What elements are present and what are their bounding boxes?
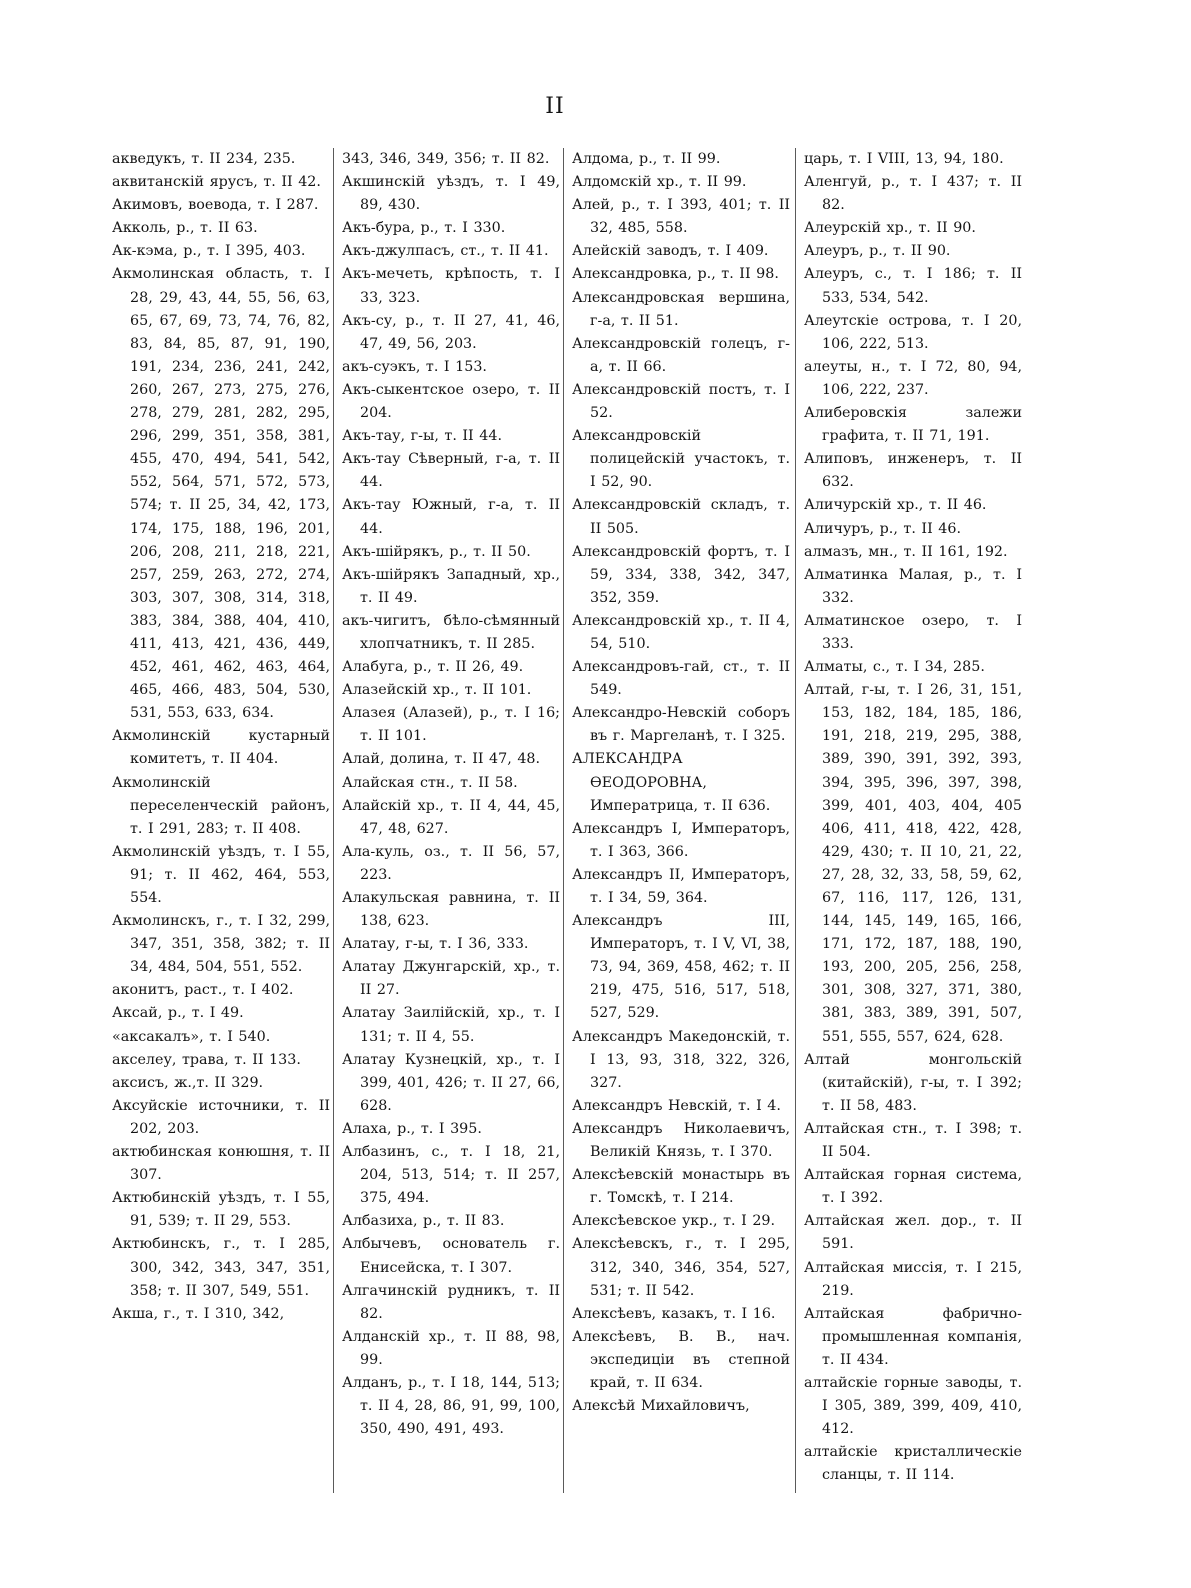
index-entry: Акшинскій уѣздъ, т. I 49, 89, 430. [342, 174, 560, 214]
index-entry: Алазея (Алазей), р., т. I 16; т. II 101. [342, 705, 560, 745]
index-entry: Акмолинскій переселенческій районъ, т. I 291, 283; т. II 408. [112, 774, 330, 837]
index-entry: аксисъ, ж.,т. II 329. [112, 1074, 264, 1091]
index-entry: Алакульская равнина, т. II 138, 623. [342, 890, 560, 930]
index-entry: Александровскій голецъ, г-а, т. II 66. [572, 335, 790, 375]
index-entry: Албазиха, р., т. II 83. [342, 1213, 505, 1230]
index-entry: Александровскій полицейскій участокъ, т. I 52, 90. [572, 428, 790, 491]
index-entry: Аксай, р., т. I 49. [112, 1005, 244, 1022]
index-entry: Акъ-шійрякъ, р., т. II 50. [342, 543, 531, 560]
index-entry: Алматинское озеро, т. I 333. [804, 612, 1022, 652]
index-entry: акъ-суэкъ, т. I 153. [342, 358, 487, 375]
index-entry: Алиповъ, инженеръ, т. II 632. [804, 451, 1022, 491]
index-entry: Алексѣевъ, казакъ, т. I 16. [572, 1305, 776, 1322]
index-entry: Акъ-тау Сѣверный, г-а, т. II 44. [342, 451, 560, 491]
index-entry: Алгачинскій рудникъ, т. II 82. [342, 1282, 560, 1322]
index-entry: Александръ Македонскій, т. I 13, 93, 318, 322, 326, 327. [572, 1028, 790, 1091]
index-entry: Алтайская фабрично-промышленная компанія, т. II 434. [804, 1305, 1022, 1368]
index-entry: Александровскій постъ, т. I 52. [572, 381, 790, 422]
index-entry: Акъ-тау, г-ы, т. II 44. [342, 428, 502, 445]
index-entry: Алеуръ, с., т. I 186; т. II 533, 534, 542. [804, 266, 1022, 306]
index-entry: Александро-Невскій соборъ въ г. Маргеланѣ, т. I 325. [572, 705, 790, 745]
index-entry: Албычевъ, основатель г. Енисейска, т. I 307. [342, 1236, 560, 1276]
index-entry: Алтайская миссія, т. I 215, 219. [804, 1259, 1022, 1299]
index-entry: алтайскіе горные заводы, т. I 305, 389, 399, 409, 410, 412. [804, 1374, 1022, 1438]
index-entry: Алай, долина, т. II 47, 48. [342, 751, 541, 768]
index-entry: аквитанскій ярусъ, т. II 42. [112, 174, 321, 191]
index-entry: Ала-куль, оз., т. II 56, 57, 223. [342, 843, 560, 883]
index-entry: Александровскій хр., т. II 4, 54, 510. [572, 612, 790, 652]
index-entry: акселеу, трава, т. II 133. [112, 1051, 301, 1068]
index-entry: Алексѣевскъ, г., т. I 295, 312, 340, 346, 354, 527, 531; т. II 542. [572, 1236, 790, 1299]
index-entry: Александръ II, Императоръ, т. I 34, 59, 364. [572, 866, 790, 906]
index-entry: Александровская вершина, г-а, т. II 51. [572, 289, 790, 329]
index-column-4 [804, 148, 1022, 1508]
index-entry: Алтайская горная система, т. I 392. [804, 1167, 1022, 1207]
index-entry: Алей, р., т. I 393, 401; т. II 32, 485, 558. [572, 197, 790, 237]
index-entry: Александровка, р., т. II 98. [572, 266, 779, 283]
index-entry: Алазейскій хр., т. II 101. [342, 682, 532, 699]
index-entry: Алейскій заводъ, т. I 409. [572, 243, 769, 260]
index-entry: Акъ-мечеть, крѣпость, т. I 33, 323. [342, 266, 560, 306]
index-entry: Акъ-су, р., т. II 27, 41, 46, 47, 49, 56, 203. [342, 312, 560, 352]
index-entry: АЛЕКСАНДРА ѲЕОДОРОВНА, Императрица, т. II 636. [572, 751, 771, 814]
index-entry: Акша, г., т. I 310, 342, [112, 1305, 285, 1322]
index-entry: Алексѣй Михайловичъ, [572, 1398, 750, 1415]
index-entry: Алайская стн., т. II 58. [342, 774, 518, 791]
index-entry: Алатау Кузнецкій, хр., т. I 399, 401, 426; т. II 27, 66, 628. [342, 1051, 560, 1114]
index-entry: «аксакалъ», т. I 540. [112, 1028, 271, 1045]
index-entry: 343, 346, 349, 356; т. II 82. [342, 151, 550, 167]
index-column-1 [112, 148, 330, 1508]
index-column-3 [572, 148, 790, 1508]
page-number: II [545, 94, 565, 119]
index-entry: акведукъ, т. II 234, 235. [112, 151, 296, 167]
index-entry: Актюбинскій уѣздъ, т. I 55, 91, 539; т. II 29, 553. [112, 1190, 330, 1230]
index-entry: Актюбинскъ, г., т. I 285, 300, 342, 343, 347, 351, 358; т. II 307, 549, 551. [112, 1236, 330, 1299]
index-entry: алтайскіе кристаллическіе сланцы, т. II 114. [804, 1444, 1022, 1484]
index-entry: Александровскій фортъ, т. I 59, 334, 338, 342, 347, 352, 359. [572, 543, 790, 606]
index-entry: Алексѣевское укр., т. I 29. [572, 1213, 776, 1230]
column-divider [795, 148, 796, 1493]
index-entry: Аленгуй, р., т. I 437; т. II 82. [804, 174, 1022, 214]
index-entry: Акъ-тау Южный, г-а, т. II 44. [342, 497, 560, 537]
index-entry: Александровскій складъ, т. II 505. [572, 497, 790, 537]
index-entry: акъ-чигитъ, бѣло-сѣмянный хлопчатникъ, т. II 285. [342, 612, 560, 652]
index-entry: Алматинка Малая, р., т. I 332. [804, 566, 1022, 606]
index-entry: Акимовъ, воевода, т. I 287. [112, 197, 319, 214]
index-entry: Ак-кэма, р., т. I 395, 403. [112, 243, 306, 260]
index-entry: Алабуга, р., т. II 26, 49. [342, 659, 524, 676]
index-entry: Алатау, г-ы, т. I 36, 333. [342, 936, 529, 953]
index-entry: Алдома, р., т. II 99. [572, 151, 721, 167]
index-entry: Алматы, с., т. I 34, 285. [804, 659, 985, 676]
index-entry: Алтай монгольскій (китайскій), г-ы, т. I 392; т. II 58, 483. [804, 1051, 1022, 1114]
index-entry: Акмолинскій уѣздъ, т. I 55, 91; т. II 462, 464, 553, 554. [112, 843, 330, 906]
index-entry: Алайскій хр., т. II 4, 44, 45, 47, 48, 627. [342, 797, 560, 837]
index-column-2 [342, 148, 560, 1508]
index-entry: Акъ-сыкентское озеро, т. II 204. [342, 381, 560, 422]
index-entry: Акмолинскъ, г., т. I 32, 299, 347, 351, 358, 382; т. II 34, 484, 504, 551, 552. [112, 913, 330, 976]
index-entry: алеуты, н., т. I 72, 80, 94, 106, 222, 237. [804, 358, 1022, 398]
index-entry: Алексѣевъ, В. В., нач. экспедиціи въ степной край, т. II 634. [572, 1328, 790, 1391]
index-entry: Александръ I, Императоръ, т. I 363, 366. [572, 820, 790, 860]
index-entry: Аксуйскіе источники, т. II 202, 203. [112, 1097, 330, 1137]
index-entry: Алданскій хр., т. II 88, 98, 99. [342, 1328, 560, 1368]
index-entry: Алтайская стн., т. I 398; т. II 504. [804, 1120, 1022, 1161]
index-entry: Александръ Невскій, т. I 4. [572, 1097, 781, 1114]
index-entry: Алаха, р., т. I 395. [342, 1120, 482, 1137]
index-entry: Алексѣевскій монастырь въ г. Томскѣ, т. I 214. [572, 1167, 790, 1207]
index-entry: Алеутскіе острова, т. I 20, 106, 222, 513. [804, 312, 1022, 352]
index-entry: царь, т. I VIII, 13, 94, 180. [804, 151, 1004, 167]
index-entry: Акколь, р., т. II 63. [112, 220, 258, 237]
index-entry: Аличуръ, р., т. II 46. [804, 520, 962, 537]
index-entry: актюбинская конюшня, т. II 307. [112, 1144, 330, 1184]
index-entry: Алеуръ, р., т. II 90. [804, 243, 951, 260]
index-entry: Албазинъ, с., т. I 18, 21, 204, 513, 514; т. II 257, 375, 494. [342, 1144, 560, 1207]
index-entry: Алеурскій хр., т. II 90. [804, 220, 976, 237]
index-entry: Александръ III, Императоръ, т. I V, VI, 38, 73, 94, 369, 458, 462; т. II 219, 475, 516, 517, 518, 527, 529. [572, 913, 790, 1022]
index-entry: Александръ Николаевичъ, Великій Князь, т. I 370. [572, 1120, 790, 1161]
index-entry: Аличурскій хр., т. II 46. [804, 497, 987, 514]
index-entry: Алатау Джунгарскій, хр., т. II 27. [342, 959, 560, 999]
index-entry: аконитъ, раст., т. I 402. [112, 982, 294, 999]
index-entry: Алдомскій хр., т. II 99. [572, 174, 747, 191]
index-entry: Александровъ-гай, ст., т. II 549. [572, 659, 790, 699]
index-entry: Алданъ, р., т. I 18, 144, 513; т. II 4, 28, 86, 91, 99, 100, 350, 490, 491, 493. [342, 1374, 560, 1438]
column-divider [563, 148, 564, 1493]
index-entry: Алиберовскія залежи графита, т. II 71, 191. [804, 405, 1022, 445]
index-entry: Акъ-бура, р., т. I 330. [342, 220, 506, 237]
index-entry: Акъ-шійрякъ Западный, хр., т. II 49. [342, 566, 560, 606]
index-entry: алмазъ, мн., т. II 161, 192. [804, 543, 1008, 560]
index-entry: Алтай, г-ы, т. I 26, 31, 151, 153, 182, 184, 185, 186, 191, 218, 219, 295, 388, 389, 390, 391, 392, 393, 394, 395, 396, 397, 398, 399, 401, 403, 404, 405 406, 411, 418, 422, 428, 429, 430; т. II 10, 21, 22, 27, 28, 32, 33, 58, 59, 62, 67, 116, 117, 126, 131, 144, 145, 149, 165, 166, 171, 172, 187, 188, 190, 193, 200, 205, 256, 258, 301, 308, 327, 371, 380, 381, 383, 389, 391, 507, 551, 555, 557, 624, 628. [804, 682, 1022, 1045]
column-divider [333, 148, 334, 1493]
index-entry: Акмолинскій кустарный комитетъ, т. II 404. [112, 728, 330, 768]
index-entry: Акъ-джулпасъ, ст., т. II 41. [342, 243, 549, 260]
index-entry: Алатау Заилійскій, хр., т. I 131; т. II 4, 55. [342, 1005, 560, 1045]
index-entry: Акмолинская область, т. I 28, 29, 43, 44, 55, 56, 63, 65, 67, 69, 73, 74, 76, 82, 83, 84, 85, 87, 91, 190, 191, 234, 236, 241, 242, 260, 267, 273, 275, 276, 278, 279, 281, 282, 295, 296, 299, 351, 358, 381, 455, 470, 494, 541, 542, 552, 564, 571, 572, 573, 574; т. II 25, 34, 42, 173, 174, 175, 188, 196, 201, 206, 208, 211, 218, 221, 257, 259, 263, 272, 274, 303, 307, 308, 314, 318, 383, 384, 388, 404, 410, 411, 413, 421, 436, 449, 452, 461, 462, 463, 464, 465, 466, 483, 504, 530, 531, 553, 633, 634. [112, 266, 330, 722]
index-entry: Алтайская жел. дор., т. II 591. [804, 1213, 1022, 1253]
